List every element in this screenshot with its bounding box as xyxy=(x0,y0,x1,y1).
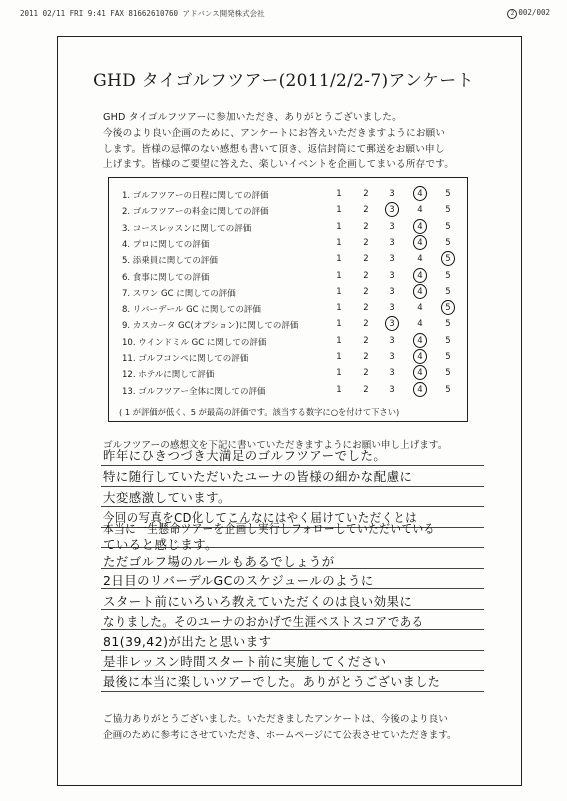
evaluation-table xyxy=(108,177,468,422)
rating-option[interactable]: 4 xyxy=(417,368,423,379)
evaluation-item-label: 5. 添乗員に関しての評価 xyxy=(122,256,218,267)
evaluation-item-label: 9. カスカータ GC(オプション)に関しての評価 xyxy=(122,321,299,332)
rating-option[interactable]: 2 xyxy=(363,303,369,314)
rating-option[interactable]: 5 xyxy=(445,335,451,346)
rating-option[interactable]: 3 xyxy=(389,221,395,232)
handwritten-line: ただゴルフ場のルールもあるでしょうが xyxy=(103,554,335,569)
intro-paragraph xyxy=(103,110,503,173)
rating-option[interactable]: 5 xyxy=(445,368,451,379)
rating-option[interactable]: 5 xyxy=(445,254,451,265)
handwritten-line: 大変感激しています。 xyxy=(103,490,231,505)
rating-option[interactable]: 2 xyxy=(363,368,369,379)
closing-line: 企画のために参考にさせていただき、ホームページにて公表させていただきます。 xyxy=(103,730,457,741)
fax-page-label: 002/002 xyxy=(518,8,550,17)
rating-option[interactable]: 2 xyxy=(363,335,369,346)
handwritten-line: なりました。そのユーナのおかげで生涯ベストスコアである xyxy=(103,614,424,629)
ruled-line xyxy=(101,670,484,671)
rating-option[interactable]: 1 xyxy=(336,319,342,330)
selected-rating-circle xyxy=(441,300,455,315)
selected-rating-circle xyxy=(413,235,427,250)
selected-rating-circle xyxy=(413,219,427,234)
rating-option[interactable]: 2 xyxy=(363,270,369,281)
rating-option[interactable]: 5 xyxy=(445,286,451,297)
evaluation-item-label: 8. リバーデール GC に関しての評価 xyxy=(122,305,261,316)
ruled-line xyxy=(101,486,484,487)
intro-line: 上げます。皆様のご要望に答えた、楽しいイベントを企画してまいる所存です。 xyxy=(103,159,455,171)
impression-prompt: ゴルフツアーの感想文を下記に書いていただきますようにお願い申し上げます。 xyxy=(103,440,448,451)
rating-option[interactable]: 5 xyxy=(445,205,451,216)
evaluation-item-label: 1. ゴルフツアーの日程に関しての評価 xyxy=(122,191,269,201)
handwritten-line: 本当に一生懸命ツアーを企画し実行しフォローしていただいている xyxy=(103,521,435,536)
evaluation-item-label: 12. ホテルに関して評価 xyxy=(122,370,215,381)
handwritten-line: 是非レッスン時間スタート前に実施してください xyxy=(103,654,387,669)
rating-option[interactable]: 2 xyxy=(363,205,369,216)
rating-option[interactable]: 3 xyxy=(389,189,395,199)
evaluation-item-label: 7. スワン GC に関しての評価 xyxy=(122,288,236,299)
rating-option[interactable]: 3 xyxy=(389,303,395,314)
evaluation-item-label: 10. ウインドミル GC に関しての評価 xyxy=(122,337,267,348)
rating-option[interactable]: 2 xyxy=(363,384,369,395)
rating-option[interactable]: 4 xyxy=(417,384,423,395)
rating-option[interactable]: 2 xyxy=(363,352,369,362)
handwritten-line: 昨年にひきつづき大満足のゴルフツアーでした。 xyxy=(103,448,387,463)
evaluation-row xyxy=(109,270,467,285)
handwritten-line: 最後に本当に楽しいツアーでした。ありがとうございました xyxy=(103,674,441,689)
evaluation-row xyxy=(109,204,467,219)
rating-option[interactable]: 4 xyxy=(417,221,423,232)
fax-header-info: 2011 02/11 FRI 9:41 FAX 81662610760 アドバンス開発株式会社 xyxy=(20,9,265,18)
rating-option[interactable]: 5 xyxy=(445,189,451,199)
rating-option[interactable]: 1 xyxy=(336,368,342,379)
rating-option[interactable]: 1 xyxy=(336,205,342,216)
rating-option[interactable]: 1 xyxy=(336,221,342,232)
selected-rating-circle xyxy=(413,382,427,397)
closing-paragraph xyxy=(103,712,503,744)
rating-option[interactable]: 3 xyxy=(389,335,395,346)
rating-option[interactable]: 5 xyxy=(445,384,451,395)
evaluation-row xyxy=(109,188,467,203)
rating-option[interactable]: 1 xyxy=(336,237,342,248)
rating-option[interactable]: 3 xyxy=(389,384,395,395)
rating-option[interactable]: 3 xyxy=(389,352,395,362)
evaluation-row xyxy=(109,335,467,350)
rating-option[interactable]: 1 xyxy=(336,352,342,362)
handwritten-line: スタート前にいろいろ教えていただくのは良い効果に xyxy=(103,594,413,609)
evaluation-row xyxy=(109,351,467,366)
intro-line: 今後のより良い企画のために、アンケートにお答えいただきますようにお願い xyxy=(103,127,446,139)
rating-option[interactable]: 2 xyxy=(363,319,369,330)
evaluation-item-label: 4. プロに関しての評価 xyxy=(122,239,210,250)
handwritten-line: 81(39,42)が出たと思います xyxy=(103,634,272,649)
handwritten-line: 2日目のリバーデルGCのスケジュールのように xyxy=(103,573,374,588)
selected-rating-circle xyxy=(413,186,427,201)
rating-option[interactable]: 1 xyxy=(336,335,342,346)
handwritten-line: ていると感じます。 xyxy=(103,537,219,552)
evaluation-row xyxy=(109,302,467,317)
evaluation-row xyxy=(109,286,467,301)
rating-option[interactable]: 1 xyxy=(336,384,342,395)
rating-option[interactable]: 2 xyxy=(363,189,369,199)
selected-rating-circle xyxy=(413,284,427,299)
rating-option[interactable]: 4 xyxy=(417,286,423,297)
rating-option[interactable]: 5 xyxy=(445,352,451,362)
rating-option[interactable]: 5 xyxy=(445,303,451,314)
intro-line: します。皆様の忌憚のない感想も書いて頂き、返信封筒にて郵送をお願い申し xyxy=(103,143,445,155)
ruled-line xyxy=(101,465,484,466)
rating-option[interactable]: 2 xyxy=(363,237,369,248)
selected-rating-circle xyxy=(413,349,427,364)
selected-rating-circle xyxy=(413,333,427,348)
rating-option[interactable]: 5 xyxy=(445,270,451,281)
rating-option[interactable]: 1 xyxy=(336,286,342,297)
rating-option[interactable]: 5 xyxy=(445,319,451,330)
handwritten-line: 特に随行していただいたユーナの皆様の細かな配慮に xyxy=(103,469,413,484)
rating-option[interactable]: 4 xyxy=(417,205,423,216)
evaluation-item-label: 11. ゴルフコンペに関しての評価 xyxy=(122,354,249,364)
evaluation-note: ( 1 が評価が低く、5 が最高の評価です。該当する数字に○を付けて下さい) xyxy=(119,407,400,417)
rating-option[interactable]: 2 xyxy=(363,221,369,232)
rating-option[interactable]: 2 xyxy=(363,286,369,297)
rating-option[interactable]: 3 xyxy=(389,368,395,379)
rating-option[interactable]: 3 xyxy=(389,319,395,330)
rating-option[interactable]: 3 xyxy=(389,270,395,281)
evaluation-row xyxy=(109,367,467,382)
evaluation-item-label: 3. コースレッスンに関しての評価 xyxy=(122,223,252,234)
rating-option[interactable]: 5 xyxy=(445,237,451,248)
evaluation-item-label: 6. 食事に関しての評価 xyxy=(122,272,210,283)
rating-option[interactable]: 1 xyxy=(336,303,342,314)
rating-option[interactable]: 3 xyxy=(389,286,395,297)
evaluation-row xyxy=(109,253,467,268)
rating-option[interactable]: 3 xyxy=(389,205,395,216)
evaluation-item-label: 13. ゴルフツアー全体に関しての評価 xyxy=(122,386,266,397)
rating-option[interactable]: 4 xyxy=(417,189,423,199)
evaluation-row xyxy=(109,318,467,333)
rating-option[interactable]: 1 xyxy=(336,254,342,265)
rating-option[interactable]: 5 xyxy=(445,221,451,232)
rating-option[interactable]: 3 xyxy=(389,254,395,265)
rating-option[interactable]: 4 xyxy=(417,270,423,281)
handwritten-line: 今回の写真をCD化してこんなにはやく届けていただくとは xyxy=(103,510,418,525)
rating-option[interactable]: 2 xyxy=(363,254,369,265)
intro-line: GHD タイゴルフツアーに参加いただき、ありがとうございました。 xyxy=(103,112,402,123)
fax-header xyxy=(20,8,550,20)
selected-rating-circle xyxy=(413,268,427,283)
page-badge-icon: 2 xyxy=(507,9,517,19)
rating-option[interactable]: 4 xyxy=(417,303,423,314)
fax-page-number xyxy=(507,8,550,19)
rating-option[interactable]: 3 xyxy=(389,237,395,248)
rating-option[interactable]: 4 xyxy=(417,254,423,265)
evaluation-row xyxy=(109,221,467,236)
evaluation-row xyxy=(109,237,467,252)
ruled-line xyxy=(101,691,484,692)
evaluation-item-label: 2. ゴルフツアーの料金に関しての評価 xyxy=(122,207,269,218)
rating-option[interactable]: 4 xyxy=(417,237,423,248)
rating-option[interactable]: 4 xyxy=(417,352,423,362)
closing-line: ご協力ありがとうございました。いただきましたアンケートは、今後のより良い xyxy=(103,714,448,725)
rating-option[interactable]: 4 xyxy=(417,319,423,330)
rating-option[interactable]: 4 xyxy=(417,335,423,346)
evaluation-row xyxy=(109,384,467,399)
rating-option[interactable]: 1 xyxy=(336,270,342,281)
rating-option[interactable]: 1 xyxy=(336,189,342,199)
ruled-line xyxy=(101,506,484,507)
page-title: GHD タイゴルフツアー(2011/2/2-7)アンケート xyxy=(93,71,474,91)
